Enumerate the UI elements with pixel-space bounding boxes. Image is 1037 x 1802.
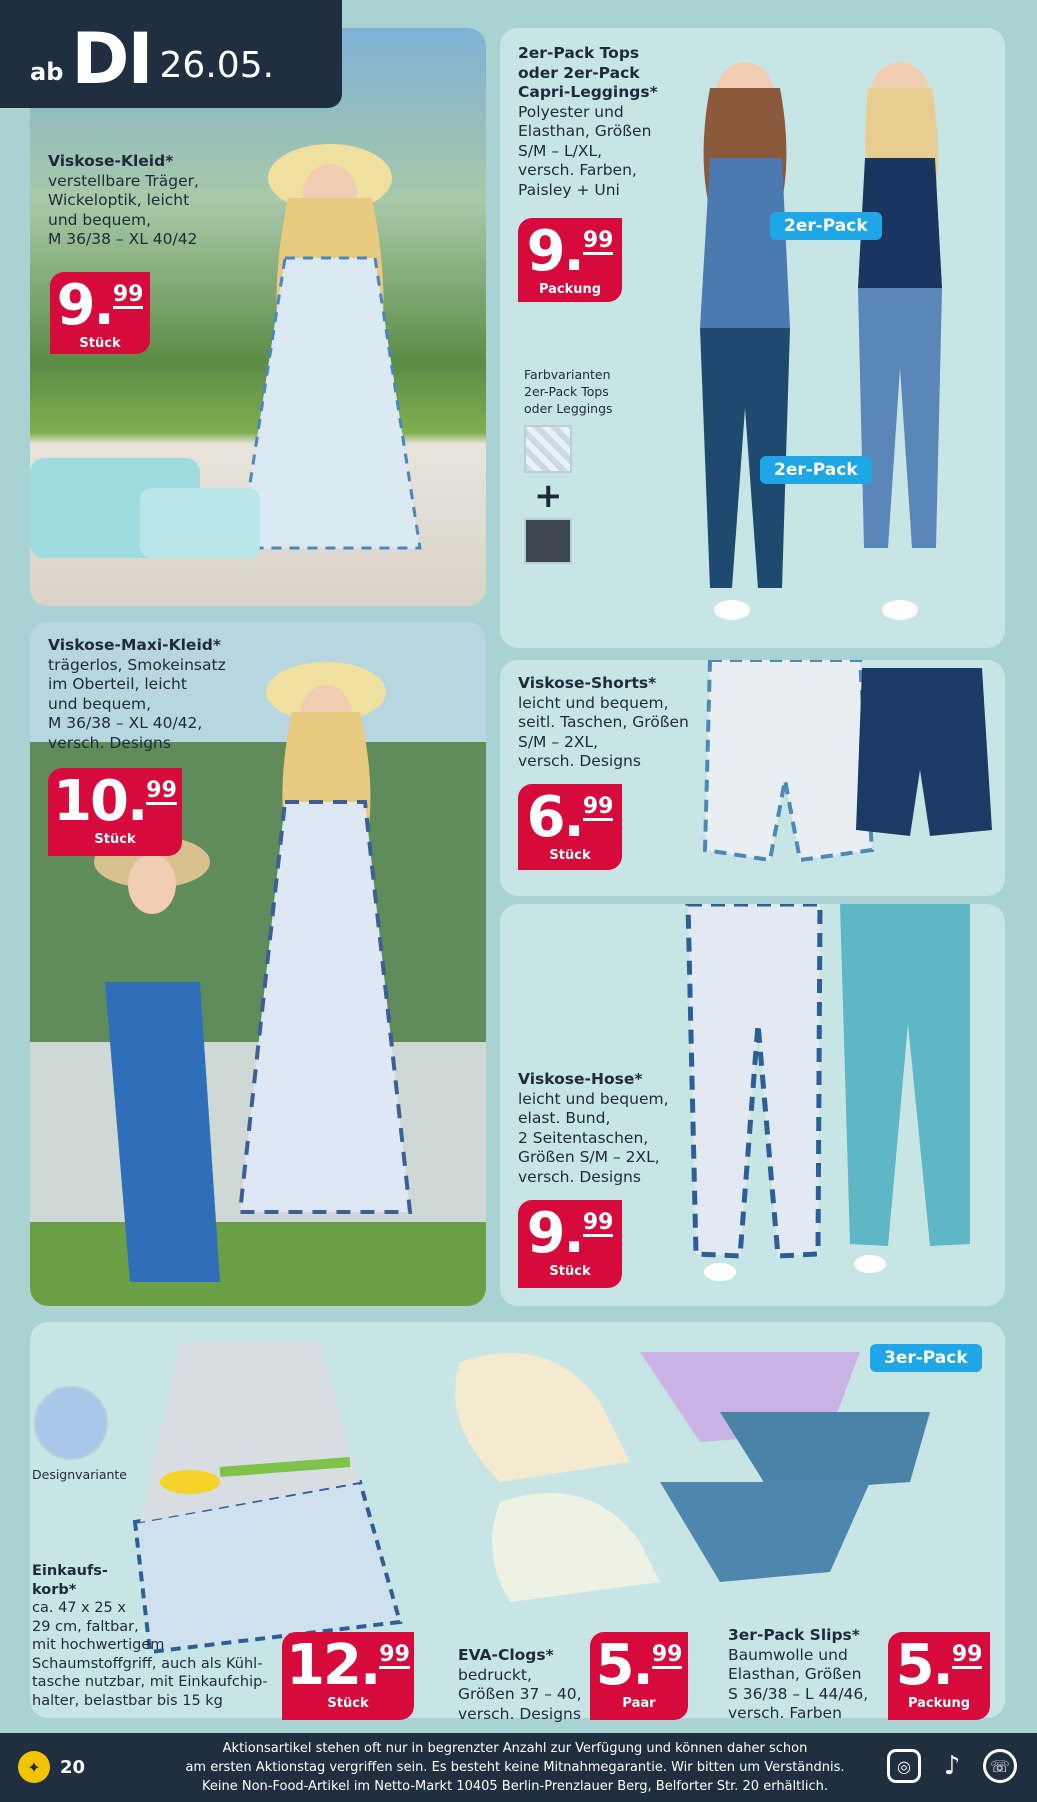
price-cents: 99 [582,228,614,253]
variant-swatch-plain [524,518,572,564]
design-variant-note: Designvariante [32,1467,128,1482]
product-title: Einkaufs- korb* [32,1563,108,1598]
product-desc: leicht und bequem, elast. Bund, 2 Seitentaschen, Größen S/M – 2XL, versch. Designs [518,1089,669,1186]
date-prefix: ab [30,58,64,86]
price-unit: Stück [79,336,121,351]
price-main: 6. [526,785,583,850]
price-unit: Packung [538,282,602,297]
price-cents: 99 [951,1642,983,1667]
product-title: 2er-Pack Tops oder 2er-Pack Capri-Leggings* [518,44,658,101]
product-title: Viskose-Maxi-Kleid* [48,636,221,654]
plus-sign: + [534,476,563,516]
price-tag [590,1632,688,1720]
price-cents: 99 [146,778,177,803]
footer [0,1733,1037,1802]
price-cents: 99 [651,1642,683,1667]
price-tag [888,1632,990,1720]
variant-swatch-paisley [524,425,572,473]
product-title: EVA-Clogs* [458,1646,554,1664]
product-title: 3er-Pack Slips* [728,1626,860,1644]
product-text-tops [518,44,708,200]
product-title: Viskose-Hose* [518,1070,643,1088]
price-unit: Packung [907,1696,971,1711]
whatsapp-icon[interactable]: ☏ [983,1749,1017,1783]
pack-badge: 2er-Pack [760,456,872,484]
netto-logo-icon: ✦ [18,1751,50,1783]
product-text-shorts [518,674,708,772]
price-cents: 99 [582,1210,614,1235]
price-tag [282,1632,414,1720]
design-variant-swatch [34,1386,108,1460]
price-cents: 99 [582,794,614,819]
social-icons [887,1749,1017,1783]
product-title: Viskose-Shorts* [518,674,657,692]
footer-disclaimer: Aktionsartikel stehen oft nur in begrenzter Anzahl zur Verfügung und können daher schon am ersten Aktionstag vergriffen sein. Es besteht keine Mitnahmegarantie. Wir bitten um Verständnis. Keine Non-Food-Artikel im Netto-Markt 10405 Berlin-Prenzlauer Berg, Belforter Str. 20 erhältlich. [185,1741,845,1794]
price-main: 5. [895,1633,952,1698]
product-text-slips [728,1626,898,1724]
pack-badge: 3er-Pack [870,1344,982,1372]
price-tag [48,768,182,856]
price-unit: Stück [94,832,136,847]
price-main: 9. [56,273,113,338]
page-number [18,1751,85,1783]
product-desc: Polyester und Elasthan, Größen S/M – L/XL, versch. Farben, Paisley + Uni [518,102,652,199]
price-unit: Stück [327,1696,369,1711]
price-main: 9. [526,1201,583,1266]
product-title: Viskose-Kleid* [48,152,174,170]
price-unit: Stück [549,848,591,863]
pack-badge: 2er-Pack [770,212,882,240]
page-number-label: 20 [60,1756,86,1778]
price-main: 9. [526,219,583,284]
weekday: DI [71,18,152,100]
product-text-korb [32,1562,302,1710]
price-main: 12. [286,1633,380,1698]
product-desc: Baumwolle und Elasthan, Größen S 36/38 – L 44/46, versch. Farben [728,1645,869,1722]
instagram-icon[interactable]: ◎ [887,1749,921,1783]
price-cents: 99 [379,1642,410,1667]
product-desc: verstellbare Träger, Wickeloptik, leicht und bequem, M 36/38 – XL 40/42 [48,171,199,248]
price-tag [518,1200,622,1288]
price-unit: Stück [549,1264,591,1279]
date-header [0,0,342,108]
product-text-kleid [48,152,248,250]
product-text-hose [518,1070,708,1187]
product-desc: trägerlos, Smokeinsatz im Oberteil, leicht und bequem, M 36/38 – XL 40/42, versch. Designs [48,655,226,752]
tiktok-icon[interactable]: ♪ [943,1751,961,1781]
price-main: 10. [53,769,147,834]
price-main: 5. [595,1633,652,1698]
price-cents: 99 [112,282,144,307]
product-desc: bedruckt, Größen 37 – 40, versch. Designs [458,1665,582,1723]
price-unit: Paar [622,1696,656,1711]
price-tag [50,272,150,354]
price-tag [518,218,622,302]
variants-note: Farbvarianten 2er-Pack Tops oder Leggings [524,367,613,416]
product-desc: leicht und bequem, seitl. Taschen, Größen S/M – 2XL, versch. Designs [518,693,689,770]
date: 26.05. [159,45,275,86]
price-tag [518,784,622,870]
product-desc: ca. 47 x 25 x 29 cm, faltbar, mit hochwertigem Schaumstoffgriff, auch als Kühl- tasche nutzbar, mit Einkaufchip- halter, belastbar bis 15 kg [32,1600,268,1709]
product-text-maxikleid [48,636,288,753]
